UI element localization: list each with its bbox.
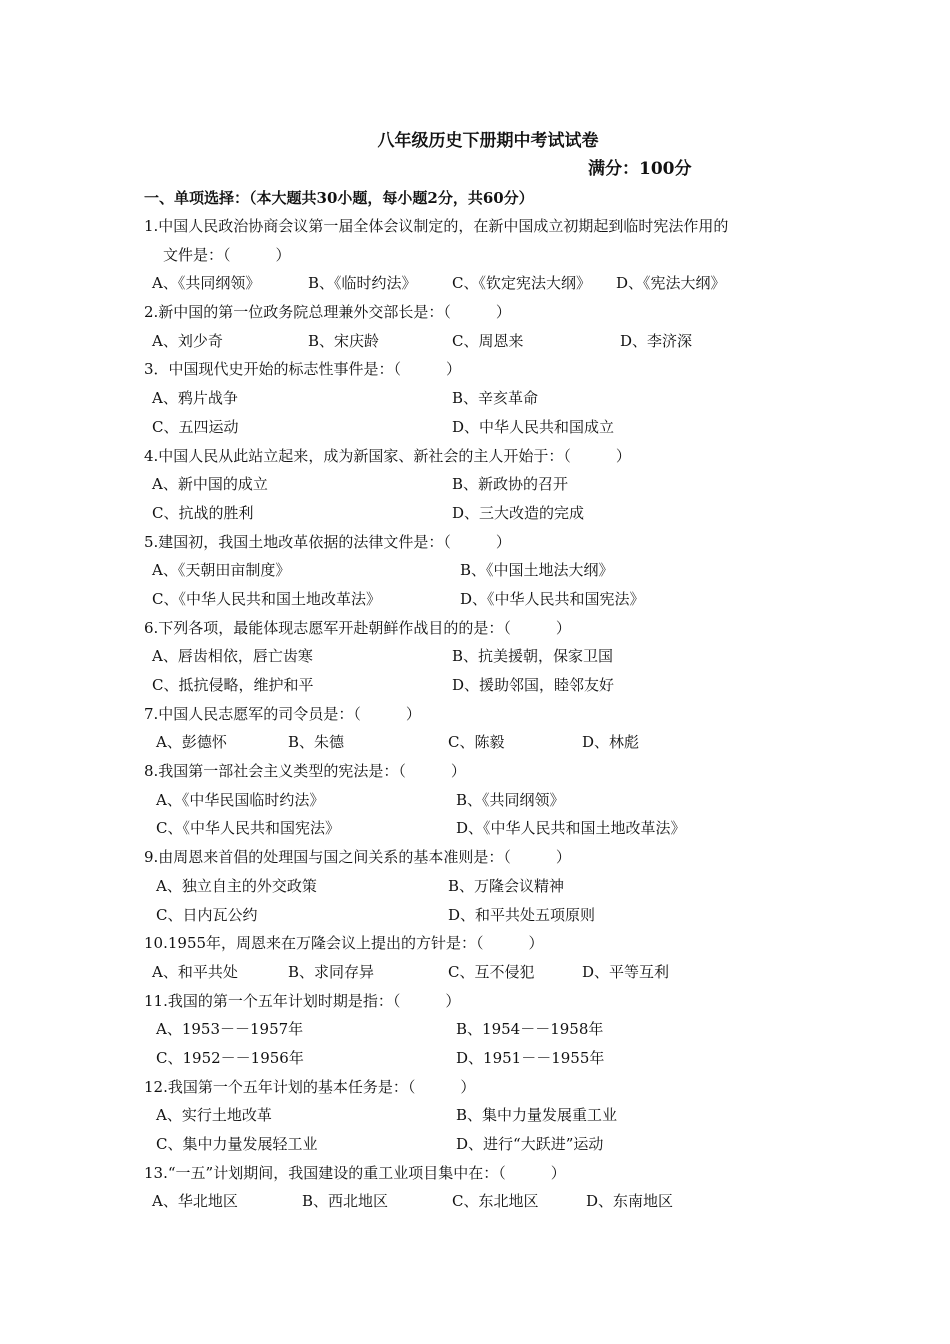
question-stem: 1.中国人民政治协商会议第一届全体会议制定的，在新中国成立初期起到临时宪法作用的 (144, 217, 729, 235)
question-stem: 4.中国人民从此站立起来，成为新国家、新社会的主人开始于：（ ） (144, 446, 631, 465)
question-stem: 8.我国第一部社会主义类型的宪法是：（ ） (144, 762, 466, 781)
option-b: B、万隆会议精神 (448, 876, 565, 895)
option-b: B、求同存异 (288, 962, 375, 981)
question-stem: 2.新中国的第一位政务院总理兼外交部长是：（ ） (144, 303, 511, 322)
options-row (144, 814, 824, 843)
question-7 (144, 700, 824, 757)
question-8 (144, 757, 824, 843)
option-d: D、平等互利 (582, 962, 670, 981)
option-d: D、和平共处五项原则 (448, 905, 596, 924)
section-heading: 一、单项选择：（本大题共30小题，每小题2分，共60分） (144, 189, 534, 207)
option-d: D、李济深 (620, 331, 693, 350)
options-row (144, 872, 824, 901)
question-1 (144, 212, 824, 298)
option-b: B、《共同纲领》 (456, 790, 565, 809)
question-stem: 11.我国的第一个五年计划时期是指：（ ） (144, 991, 461, 1010)
option-c: C、《钦定宪法大纲》 (452, 274, 591, 293)
option-d: D、林彪 (582, 733, 640, 752)
option-d: D、援助邻国，睦邻友好 (452, 676, 615, 694)
options-row (144, 786, 824, 815)
option-a: A、鸦片战争 (152, 389, 238, 408)
question-3 (144, 355, 824, 441)
question-9 (144, 843, 824, 929)
option-a: A、实行土地改革 (156, 1106, 272, 1125)
options-row (144, 269, 824, 298)
option-a: A、《天朝田亩制度》 (152, 561, 291, 580)
option-d: D、《中华人民共和国宪法》 (460, 589, 645, 608)
question-12 (144, 1073, 824, 1159)
option-d: D、三大改造的完成 (452, 503, 585, 522)
question-stem: 9.由周恩来首倡的处理国与国之间关系的基本准则是：（ ） (144, 848, 571, 867)
option-d: D、1951－－1955年 (456, 1048, 605, 1067)
option-b: B、集中力量发展重工业 (456, 1106, 618, 1125)
option-a: A、彭德怀 (156, 733, 227, 752)
question-11 (144, 987, 824, 1073)
option-b: B、西北地区 (302, 1192, 389, 1211)
options-row (144, 1101, 824, 1130)
option-a: A、1953－－1957年 (156, 1020, 304, 1039)
question-4 (144, 442, 824, 528)
options-row (144, 470, 824, 499)
option-c: C、抗战的胜利 (152, 503, 254, 522)
options-row (144, 1130, 824, 1159)
option-b: B、宋庆龄 (308, 331, 380, 350)
option-c: C、日内瓦公约 (156, 905, 258, 924)
options-row (144, 327, 824, 356)
question-stem: 10.1955年，周恩来在万隆会议上提出的方针是：（ ） (144, 934, 544, 953)
question-stem: 12.我国第一个五年计划的基本任务是：（ ） (144, 1077, 476, 1096)
question-10 (144, 929, 824, 986)
option-b: B、朱德 (288, 733, 345, 752)
question-5 (144, 528, 824, 614)
full-score: 满分：100分 (588, 159, 692, 179)
option-b: B、抗美援朝，保家卫国 (452, 647, 614, 666)
question-2 (144, 298, 824, 355)
options-row (144, 556, 824, 585)
options-row (144, 499, 824, 528)
option-b: B、《临时约法》 (308, 274, 417, 293)
option-a: A、独立自主的外交政策 (156, 876, 317, 895)
option-d: D、进行“大跃进”运动 (456, 1135, 604, 1153)
question-stem: 13.“一五”计划期间，我国建设的重工业项目集中在：（ ） (144, 1163, 566, 1182)
options-row (144, 585, 824, 614)
options-row (144, 1015, 824, 1044)
option-a: A、刘少奇 (152, 331, 223, 350)
exam-title: 八年级历史下册期中考试试卷 (377, 131, 599, 151)
question-stem: 5.建国初，我国土地改革依据的法律文件是：（ ） (144, 532, 511, 551)
options-row (144, 1187, 824, 1216)
question-stem: 3．中国现代史开始的标志性事件是：（ ） (144, 360, 462, 379)
option-b: B、辛亥革命 (452, 389, 539, 408)
options-row (144, 728, 824, 757)
option-c: C、抵抗侵略，维护和平 (152, 676, 314, 694)
option-c: C、五四运动 (152, 417, 239, 436)
question-list (144, 212, 824, 1216)
options-row (144, 1044, 824, 1073)
options-row (144, 642, 824, 671)
options-row (144, 958, 824, 987)
option-b: B、新政协的召开 (452, 475, 569, 494)
option-a: A、《中华民国临时约法》 (156, 790, 325, 809)
option-d: D、《宪法大纲》 (616, 274, 726, 293)
option-d: D、《中华人民共和国土地改革法》 (456, 819, 686, 838)
question-stem: 7.中国人民志愿军的司令员是：（ ） (144, 704, 421, 723)
options-row (144, 901, 824, 930)
option-d: D、中华人民共和国成立 (452, 417, 615, 436)
option-b: B、1954－－1958年 (456, 1020, 604, 1039)
option-c: C、东北地区 (452, 1192, 539, 1211)
options-row (144, 671, 824, 700)
options-row (144, 413, 824, 442)
question-stem: 文件是：（ ） (163, 245, 291, 264)
option-c: C、互不侵犯 (448, 962, 535, 981)
question-13 (144, 1159, 824, 1216)
option-c: C、1952－－1956年 (156, 1048, 304, 1067)
option-c: C、周恩来 (452, 331, 524, 350)
option-b: B、《中国土地法大纲》 (460, 561, 614, 580)
options-row (144, 384, 824, 413)
option-c: C、《中华人民共和国宪法》 (156, 819, 340, 838)
option-a: A、《共同纲领》 (152, 274, 261, 293)
option-c: C、陈毅 (448, 733, 505, 752)
option-a: A、华北地区 (152, 1192, 238, 1211)
option-a: A、和平共处 (152, 962, 238, 981)
option-c: C、《中华人民共和国土地改革法》 (152, 589, 381, 608)
question-stem: 6.下列各项，最能体现志愿军开赴朝鲜作战目的的是：（ ） (144, 618, 571, 637)
option-a: A、唇齿相依，唇亡齿寒 (152, 647, 313, 666)
option-c: C、集中力量发展轻工业 (156, 1135, 318, 1153)
option-a: A、新中国的成立 (152, 475, 268, 494)
question-6 (144, 614, 824, 700)
option-d: D、东南地区 (586, 1192, 674, 1211)
